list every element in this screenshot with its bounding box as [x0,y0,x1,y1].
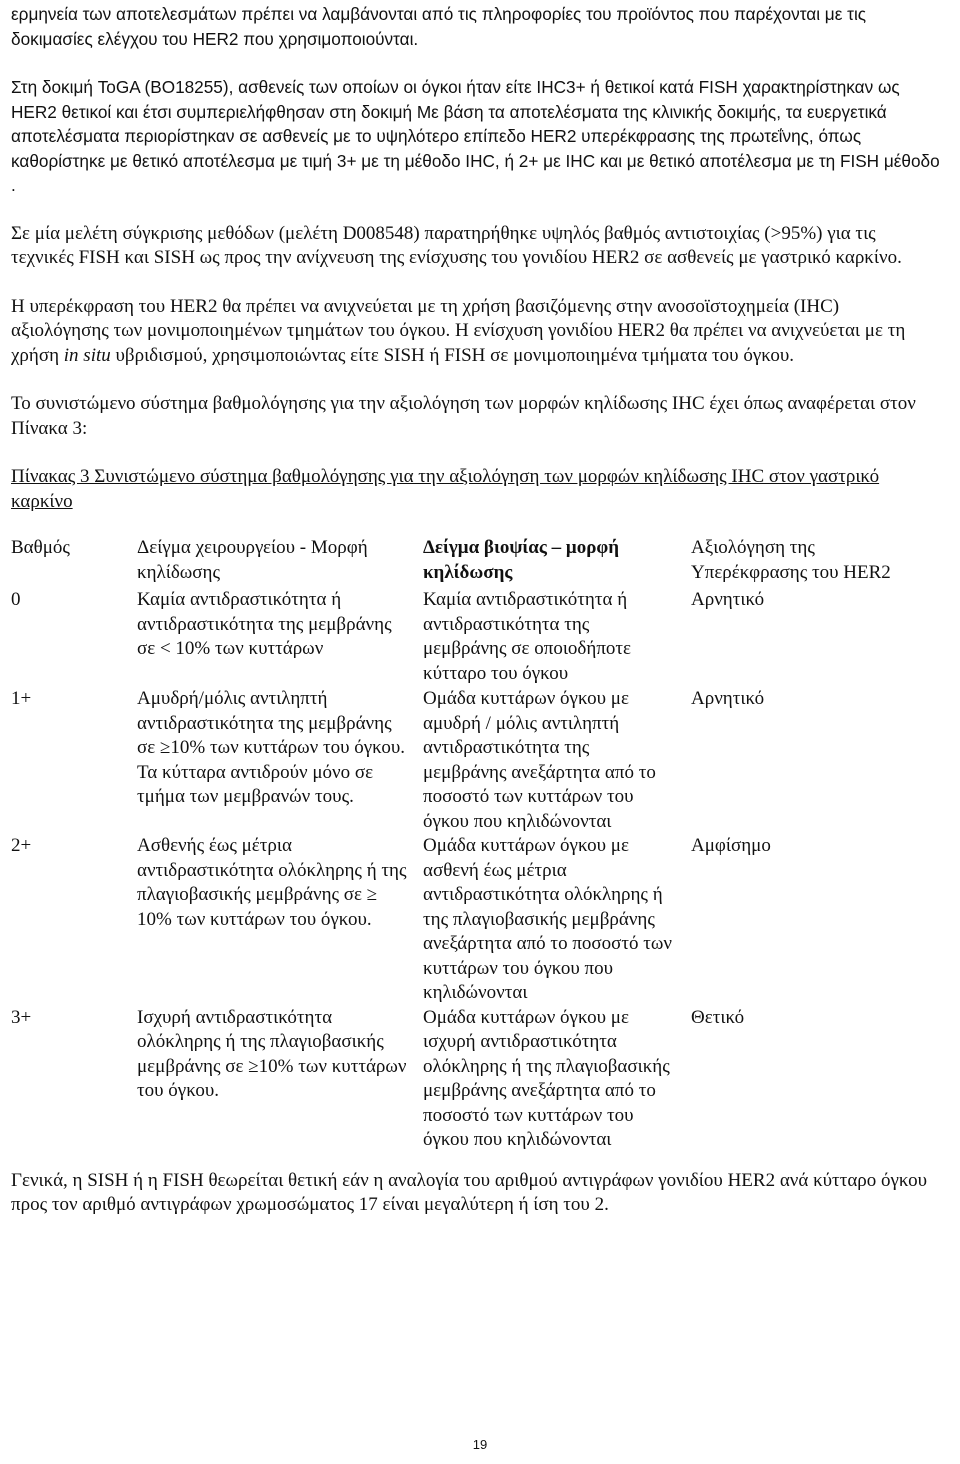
header-score: Βαθμός [11,537,70,558]
header-surgical-specimen: Δείγμα χειρουργείου - Μορφή κηλίδωσης [137,537,368,583]
score-cell: 3+ [11,1006,32,1028]
table-caption: Πίνακας 3 Συνιστώμενο σύστημα βαθμολόγησης για την αξιολόγηση των μορφών κηλίδωσης IHC στον γαστρικό καρκίνο [11,466,880,512]
sish-fish-positive-paragraph: Γενικά, η SISH ή η FISH θεωρείται θετική εάν η αναλογία του αριθμού αντιγράφων γονιδίου HER2 ανά κύτταρο όγκου προς τον αριθμό αντιγράφων χρωμοσώματος 17 είναι μεγαλύτερη ή ίση του 2. [11,1169,927,1215]
surgical-cell: Ισχυρή αντιδραστικότητα ολόκληρης ή της πλαγιοβασικής μεμβράνης σε ≥10% των κυττάρων του όγκου. [137,1006,407,1101]
biopsy-cell: Ομάδα κυττάρων όγκου με αμυδρή / μόλις αντιληπτή αντιδραστικότητα της μεμβράνης ανεξάρτητα από το ποσοστό των κυττάρων του όγκου που κηλιδώνονται [423,688,656,832]
surgical-cell: Αμυδρή/μόλις αντιληπτή αντιδραστικότητα της μεμβράνης σε ≥10% των κυττάρων του όγκου. Τα κύτταρα αντιδρούν μόνο σε τμήμα των μεμβρανών τους. [137,688,405,807]
biopsy-cell: Ομάδα κυττάρων όγκου με ασθενή έως μέτρια αντιδραστικότητα ολόκληρης ή της πλαγιοβασικής μεμβράνης ανεξάρτητα από το ποσοστό των κυττάρων του όγκου που κηλιδώνονται [423,835,673,1003]
her2-detection-text-1: Η υπερέκφραση του HER2 θα πρέπει να ανιχνεύεται με τη χρήση βασιζόμενης στην ανοσοϊστοχημεία (IHC) αξιολόγησης των μονιμοποιημένων τμημάτων του όγκου. Η ενίσχυση γονιδίου HER2 θα πρέπει να ανιχνεύεται με τη χρήση [11,295,906,366]
assessment-cell: Θετικό [691,1006,745,1028]
method-comparison-paragraph: Σε μία μελέτη σύγκρισης μεθόδων (μελέτη D008548) παρατηρήθηκε υψηλός βαθμός αντιστοιχίας (>95%) για τις τεχνικές FISH και SISH ως προς την ανίχνευση της ενίσχυσης του γονιδίου HER2 σε ασθενείς με γαστρικό καρκίνο. [11,222,902,268]
her2-detection-paragraph [11,295,941,369]
her2-detection-text-2: υβριδισμού, χρησιμοποιώντας είτε SISH ή FISH σε μονιμοποιημένα τμήματα του όγκου. [110,344,795,366]
assessment-cell: Αμφίσημο [691,835,771,856]
surgical-cell: Ασθενής έως μέτρια αντιδραστικότητα ολόκληρης ή της πλαγιοβασικής μεμβράνης σε ≥ 10% των κυττάρων του όγκου. [137,835,407,930]
score-cell: 2+ [11,835,32,856]
score-cell: 0 [11,589,21,610]
score-cell: 1+ [11,688,32,709]
header-her2-assessment: Αξιολόγηση της Υπερέκφρασης του HER2 [691,537,891,583]
table-row [11,1006,941,1153]
table-row [11,687,941,834]
scoring-table [11,536,941,1153]
page-number: 19 [472,1437,488,1452]
scoring-table-container [11,536,941,1153]
table-header-row [11,536,941,588]
document-page [11,0,941,1218]
table-row [11,834,941,1006]
intro-paragraph: ερμηνεία των αποτελεσμάτων πρέπει να λαμβάνονται από τις πληροφορίες του προϊόντος που παρέχονται με τις δοκιμασίες ελέγχου του HER2 που χρησιμοποιούνται. [11,4,867,49]
scoring-intro-paragraph: Το συνιστώμενο σύστημα βαθμολόγησης για την αξιολόγηση των μορφών κηλίδωσης IHC έχει όπως αναφέρεται στον Πίνακα 3: [11,393,916,439]
biopsy-cell: Καμία αντιδραστικότητα ή αντιδραστικότητα της μεμβράνης σε οποιοδήποτε κύτταρο του όγκου [423,589,632,684]
in-situ-term: in situ [63,344,111,366]
surgical-cell: Καμία αντιδραστικότητα ή αντιδραστικότητα της μεμβράνης σε < 10% των κυττάρων [137,589,392,659]
assessment-cell: Αρνητικό [691,589,765,610]
table-row [11,588,941,687]
assessment-cell: Αρνητικό [691,688,765,709]
header-biopsy-specimen: Δείγμα βιοψίας – μορφή κηλίδωσης [423,537,620,583]
toga-paragraph: Στη δοκιμή ToGA (BO18255), ασθενείς των οποίων οι όγκοι ήταν είτε IHC3+ ή θετικοί κατά FISH χαρακτηρίστηκαν ως HER2 θετικοί και έτσι συμπεριελήφθησαν στη δοκιμή Με βάση τα αποτελέσματα της κλινικής δοκιμής, τα ευεργετικά αποτελέσματα περιορίστηκαν σε ασθενείς με το υψηλότερο επίπεδο HER2 υπερέκφρασης της πρωτεΐνης, όπως καθορίστηκε με θετικό αποτέλεσμα με τιμή 3+ με τη μέθοδο IHC, ή 2+ με IHC και με θετικό αποτέλεσμα με τη FISH μέθοδο . [11,77,940,195]
biopsy-cell: Ομάδα κυττάρων όγκου με ισχυρή αντιδραστικότητα ολόκληρης ή της πλαγιοβασικής μεμβράνης ανεξάρτητα από το ποσοστό των κυττάρων του όγκου που κηλιδώνονται [423,1006,670,1150]
